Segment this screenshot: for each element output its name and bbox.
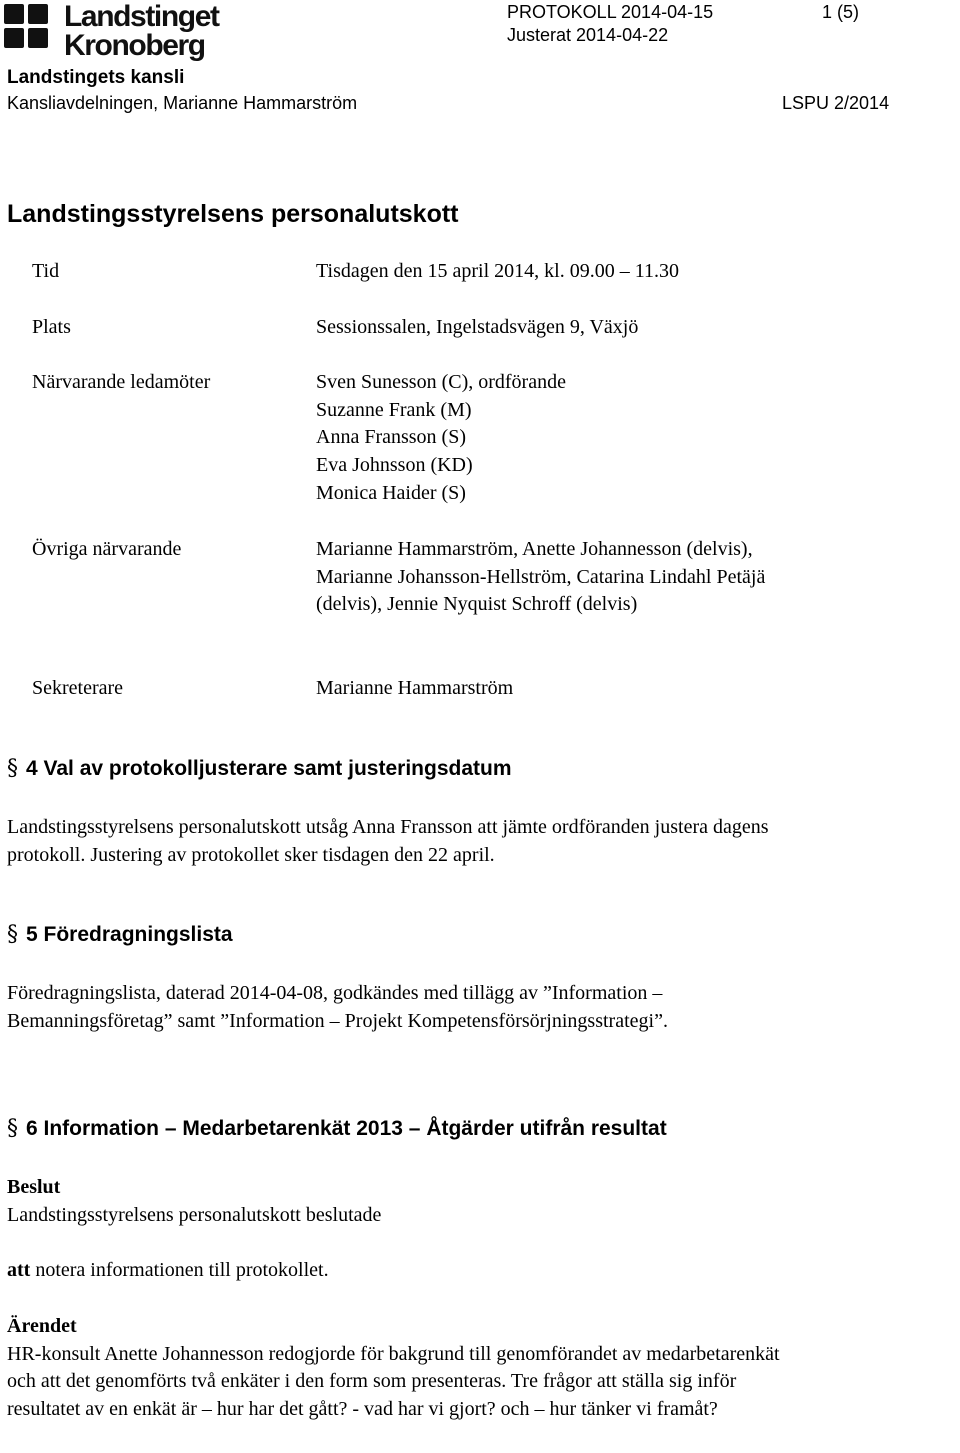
ledamot-item: Sven Sunesson (C), ordförande bbox=[316, 371, 566, 393]
sekreterare-value: Marianne Hammarström bbox=[316, 677, 514, 699]
ledamot-item: Anna Fransson (S) bbox=[316, 426, 466, 449]
paragraph-symbol: § bbox=[7, 756, 18, 781]
ledamoter-label: Närvarande ledamöter bbox=[32, 371, 211, 393]
section-4-title: 4 Val av protokolljusterare samt justeringsdatum bbox=[26, 757, 512, 780]
section-6-att bbox=[7, 1257, 807, 1285]
section-6-title: 6 Information – Medarbetarenkät 2013 – Åtgärder utifrån resultat bbox=[26, 1117, 667, 1140]
reference-number: LSPU 2/2014 bbox=[782, 93, 890, 113]
department: Landstingets kansli bbox=[7, 67, 185, 88]
section-5-text: Föredragningslista, daterad 2014-04-08, godkändes med tillägg av ”Information – Bemanningsföretag” samt ”Information – Projekt Kompetensförsörjningsstrategi”. bbox=[7, 982, 668, 1032]
logo-square-2 bbox=[28, 4, 48, 24]
att-word: att bbox=[7, 1259, 31, 1281]
plats-label: Plats bbox=[32, 316, 71, 338]
section-4-text: Landstingsstyrelsens personalutskott utsåg Anna Fransson att jämte ordföranden justera dagens protokoll. Justering av protokollet sker tisdagen den 22 april. bbox=[7, 816, 769, 866]
logo-square-3 bbox=[4, 28, 24, 48]
tid-label: Tid bbox=[32, 260, 60, 282]
ledamoter-list bbox=[316, 369, 816, 508]
paragraph-symbol: § bbox=[7, 922, 18, 947]
ledamot-item: Suzanne Frank (M) bbox=[316, 398, 472, 421]
doc-type: PROTOKOLL 2014-04-15 bbox=[507, 2, 714, 22]
logo-square-4 bbox=[28, 28, 48, 48]
tid-value: Tisdagen den 15 april 2014, kl. 09.00 – 11.30 bbox=[316, 260, 679, 282]
ovriga-value: Marianne Hammarström, Anette Johannesson (delvis), Marianne Johansson-Hellström, Catarina Lindahl Petäjä (delvis), Jennie Nyquist Schroff (delvis) bbox=[316, 538, 766, 616]
adjusted-date: Justerat 2014-04-22 bbox=[507, 25, 669, 45]
logo-square-1 bbox=[4, 4, 24, 24]
section-4-heading bbox=[7, 756, 512, 781]
section-6-beslut bbox=[7, 1174, 807, 1229]
section-6-arendet bbox=[7, 1313, 797, 1424]
ledamot-item: Monica Haider (S) bbox=[316, 481, 466, 504]
arendet-label: Ärendet bbox=[7, 1315, 77, 1337]
section-5-title: 5 Föredragningslista bbox=[26, 923, 233, 946]
paragraph-symbol: § bbox=[7, 1116, 18, 1141]
ovriga-label: Övriga närvarande bbox=[32, 538, 182, 560]
arendet-text: HR-konsult Anette Johannesson redogjorde för bakgrund till genomförandet av medarbetarenkät och att det genomförts två enkäter i den form som presenteras. Tre frågor att ställa sig inför resultatet av en enkät är – hur har det gått? - vad har vi gjort? och – hur tänker vi framåt? bbox=[7, 1342, 780, 1421]
section-5-heading bbox=[7, 922, 233, 947]
sekreterare-label: Sekreterare bbox=[32, 677, 124, 699]
logo-word-landstinget: Landstinget bbox=[64, 0, 219, 33]
plats-value: Sessionssalen, Ingelstadsvägen 9, Växjö bbox=[316, 316, 639, 338]
beslut-label: Beslut bbox=[7, 1176, 61, 1198]
logo-word-kronoberg: Kronoberg bbox=[64, 29, 205, 62]
att-text: notera informationen till protokollet. bbox=[30, 1259, 329, 1281]
ledamot-item: Eva Johnsson (KD) bbox=[316, 454, 473, 477]
unit-author: Kansliavdelningen, Marianne Hammarström bbox=[7, 93, 358, 113]
beslut-text: Landstingsstyrelsens personalutskott beslutade bbox=[7, 1203, 382, 1226]
page-number: 1 (5) bbox=[822, 2, 860, 22]
landstinget-kronoberg-logo bbox=[4, 2, 244, 64]
section-6-heading bbox=[7, 1116, 667, 1141]
page-title: Landstingsstyrelsens personalutskott bbox=[7, 200, 459, 228]
